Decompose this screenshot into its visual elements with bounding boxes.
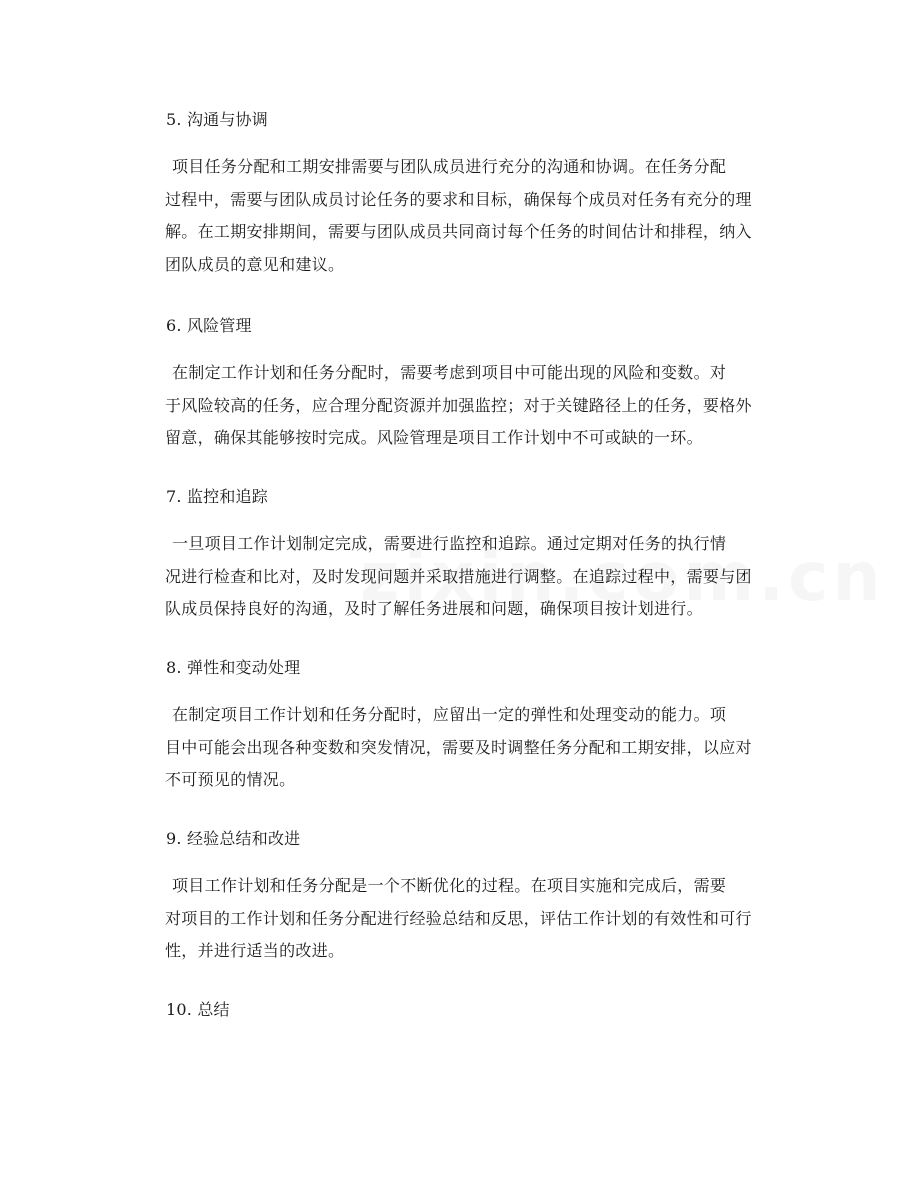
paragraph-line: 不可预见的情况。 xyxy=(165,770,296,789)
section-heading: 5. 沟通与协调 xyxy=(166,110,268,129)
paragraph-line: 项目任务分配和工期安排需要与团队成员进行充分的沟通和协调。在任务分配 xyxy=(172,157,727,176)
paragraph-line: 况进行检查和比对，及时发现问题并采取措施进行调整。在追踪过程中，需要与团 xyxy=(165,566,752,586)
section-paragraph xyxy=(165,699,760,797)
paragraph-line: 队成员保持良好的沟通，及时了解任务进展和问题，确保项目按计划进行。 xyxy=(165,599,703,618)
section-heading: 7. 监控和追踪 xyxy=(166,487,268,506)
section-paragraph xyxy=(165,528,760,626)
paragraph-line: 一旦项目工作计划制定完成，需要进行监控和追踪。通过定期对任务的执行情 xyxy=(172,534,727,553)
section-paragraph xyxy=(165,151,760,281)
section-heading: 8. 弹性和变动处理 xyxy=(166,658,301,677)
paragraph-line: 团队成员的意见和建议。 xyxy=(165,254,345,274)
paragraph-line: 项目工作计划和任务分配是一个不断优化的过程。在项目实施和完成后，需要 xyxy=(172,876,727,895)
paragraph-line: 在制定项目工作计划和任务分配时，应留出一定的弹性和处理变动的能力。项 xyxy=(172,705,727,724)
paragraph-line: 在制定工作计划和任务分配时，需要考虑到项目中可能出现的风险和变数。对 xyxy=(172,363,727,382)
section-paragraph xyxy=(165,357,760,455)
section-heading: 10. 总结 xyxy=(166,1000,230,1019)
paragraph-line: 过程中，需要与团队成员讨论任务的要求和目标，确保每个成员对任务有充分的理 xyxy=(165,189,752,209)
section-heading: 6. 风险管理 xyxy=(166,316,252,335)
paragraph-line: 性，并进行适当的改进。 xyxy=(165,941,345,960)
paragraph-line: 目中可能会出现各种变数和突发情况，需要及时调整任务分配和工期安排，以应对 xyxy=(165,737,752,757)
paragraph-line: 解。在工期安排期间，需要与团队成员共同商讨每个任务的时间估计和排程，纳入 xyxy=(165,222,752,241)
paragraph-line: 对项目的工作计划和任务分配进行经验总结和反思，评估工作计划的有效性和可行 xyxy=(165,908,752,928)
paragraph-line: 留意，确保其能够按时完成。风险管理是项目工作计划中不可或缺的一环。 xyxy=(165,428,703,447)
section-heading: 9. 经验总结和改进 xyxy=(166,829,301,848)
paragraph-line: 于风险较高的任务，应合理分配资源并加强监控；对于关键路径上的任务，要格外 xyxy=(165,395,752,415)
section-paragraph xyxy=(165,870,760,968)
